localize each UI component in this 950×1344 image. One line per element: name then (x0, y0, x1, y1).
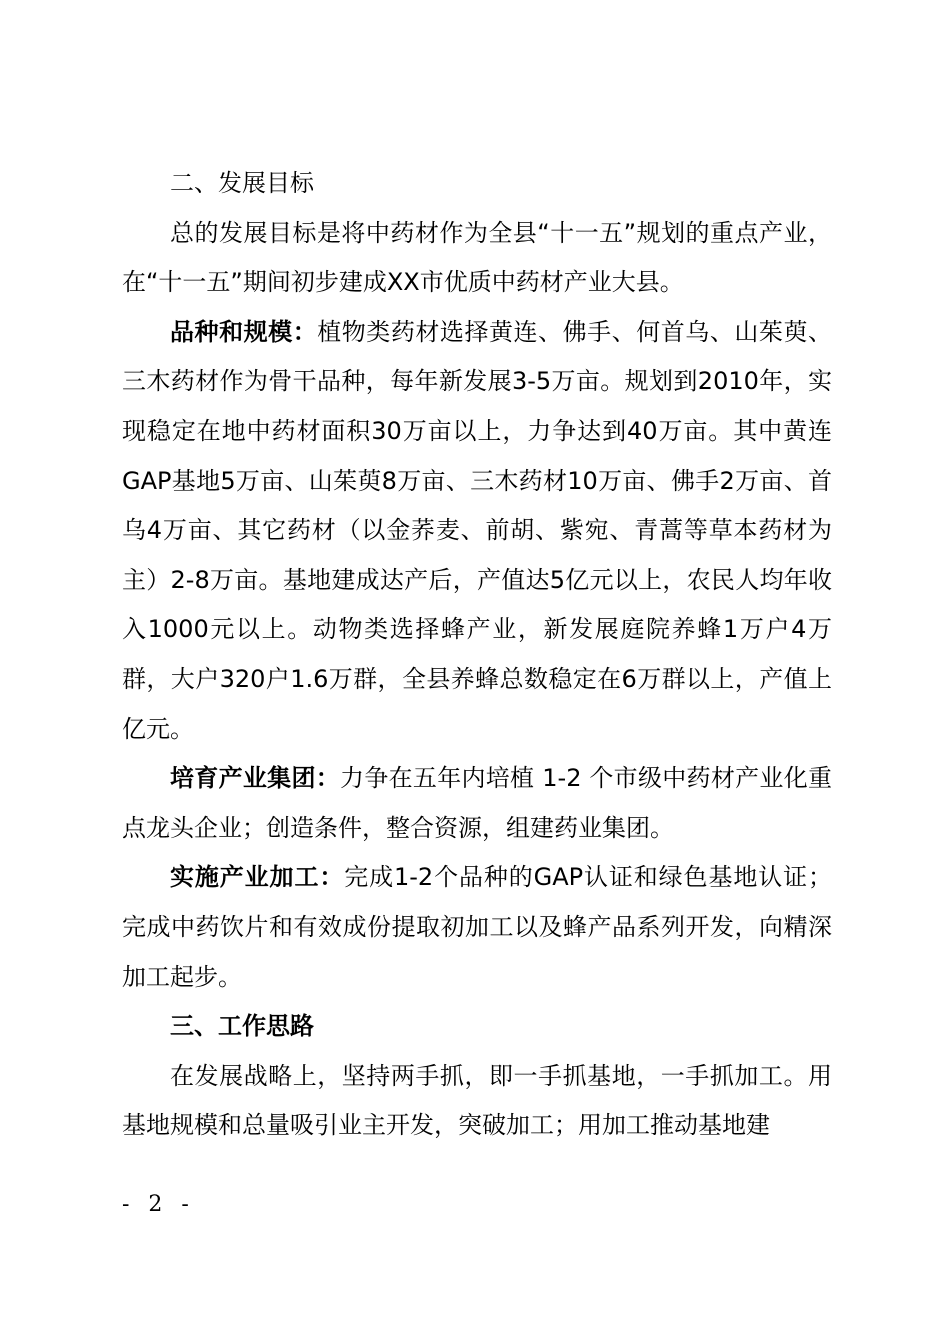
paragraph-text: 完成1-2个品种的GAP认证和绿色基地认证；完成中药饮片和有效成份提取初加工以及蜂产品系列开发，向精深加工起步。 (122, 863, 833, 991)
document-body (122, 159, 832, 1151)
paragraph-variety-and-scale (122, 308, 832, 754)
paragraph-industry-processing (122, 853, 832, 1002)
paragraph-text: 总的发展目标是将中药材作为全县“十一五”规划的重点产业，在“十一五”期间初步建成XX市优质中药材产业大县。 (122, 218, 832, 297)
section-heading-development-goals: 二、发展目标 (170, 169, 314, 197)
paragraph-lead: 培育产业集团： (170, 764, 341, 793)
paragraph-text: 植物类药材选择黄连、佛手、何首乌、山茱萸、三木药材作为骨干品种，每年新发展3-5万亩。规划到2010年，实现稳定在地中药材面积30万亩以上，力争达到40万亩。其中黄连GAP基地5万亩、山茱萸8万亩、三木药材10万亩、佛手2万亩、首乌4万亩、其它药材（以金荞麦、前胡、紫宛、青蒿等草本药材为主）2-8万亩。基地建成达产后，产值达5亿元以上，农民人均年收入1000元以上。动物类选择蜂产业，新发展庭院养蜂1万户4万群，大户320户1.6万群，全县养蜂总数稳定在6万群以上，产值上亿元。 (122, 317, 833, 743)
paragraph-overall-goal (122, 209, 832, 308)
paragraph-text: 力争在五年内培植 1-2 个市级中药材产业化重点龙头企业；创造条件，整合资源，组建药业集团。 (122, 764, 832, 842)
paragraph-lead: 品种和规模： (170, 317, 318, 346)
paragraph-industry-group (122, 754, 832, 853)
paragraph-strategy (122, 1052, 832, 1151)
section-heading-work-approach: 三、工作思路 (170, 1012, 314, 1041)
paragraph-lead: 实施产业加工： (170, 863, 345, 892)
page-number: - 2 - (122, 1192, 195, 1217)
paragraph-text: 在发展战略上，坚持两手抓，即一手抓基地，一手抓加工。用基地规模和总量吸引业主开发，突破加工；用加工推动基地建 (122, 1061, 832, 1140)
